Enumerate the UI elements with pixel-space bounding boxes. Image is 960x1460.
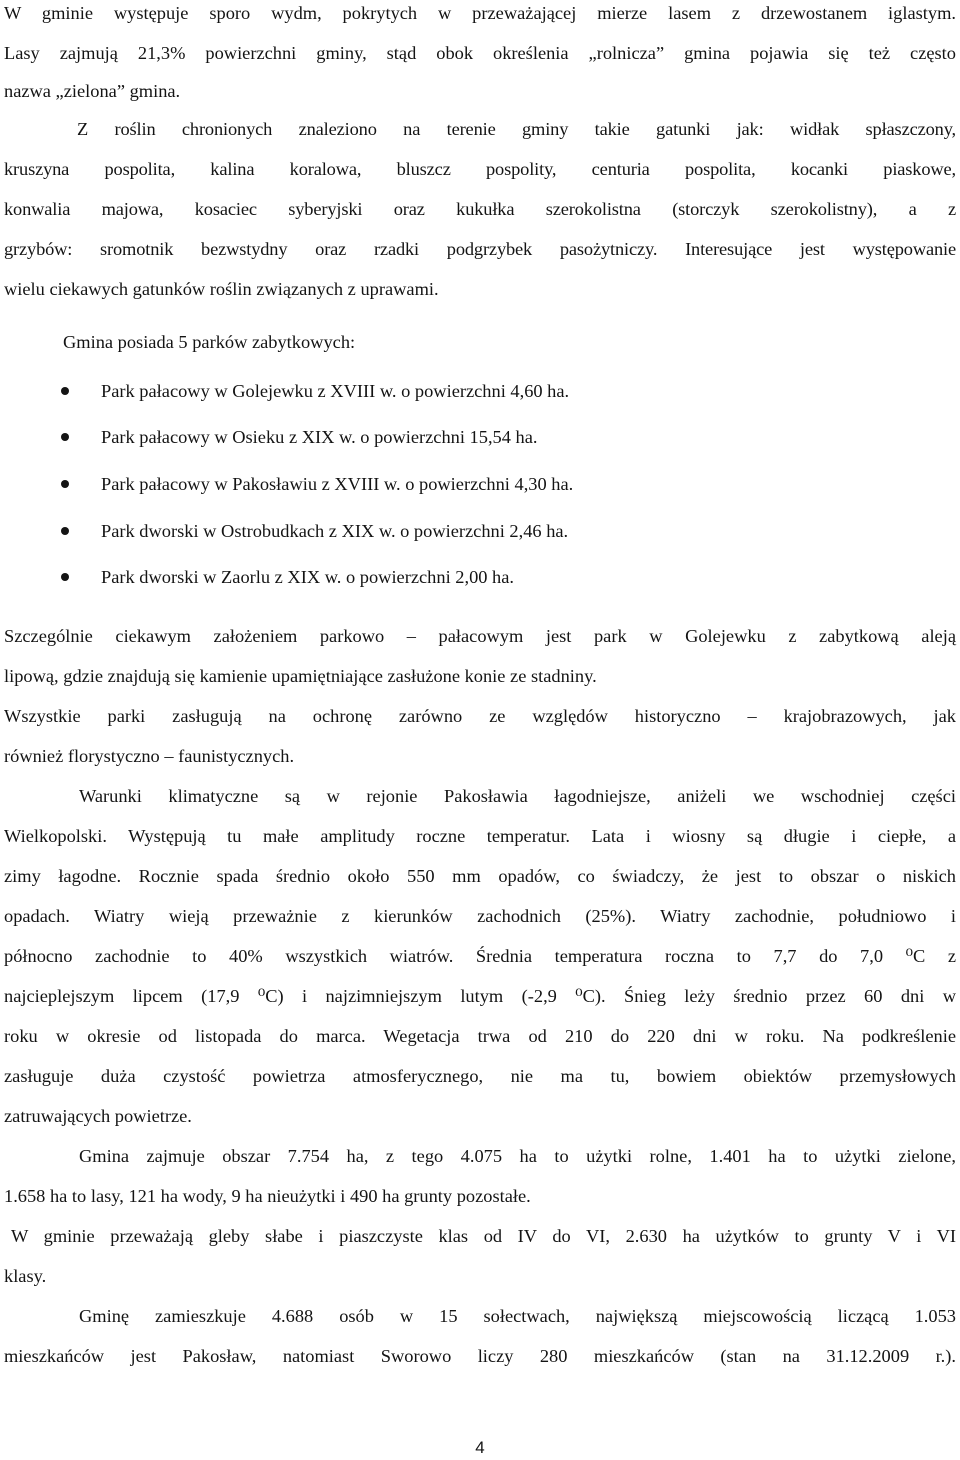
text-line: klasy. bbox=[4, 1266, 47, 1286]
text-line: Szczególnie ciekawym założeniem parkowo – pałacowym jest park w Golejewku z zabytkową aleją bbox=[4, 626, 956, 646]
text-line: roku w okresie od listopada do marca. Wegetacja trwa od 210 do 220 dni w roku. Na podkreślenie bbox=[4, 1026, 956, 1046]
text-line: Gmina posiada 5 parków zabytkowych: bbox=[63, 332, 356, 352]
text-line: najcieplejszym lipcem (17,9 ⁰C) i najzimniejszym lutym (-2,9 ⁰C). Śnieg leży średnio przez 60 dni w bbox=[4, 986, 956, 1006]
text-line: grzybów: sromotnik bezwstydny oraz rzadki podgrzybek pasożytniczy. Interesujące jest występowanie bbox=[4, 239, 956, 259]
text-line: Wielkopolski. Występują tu małe amplitudy roczne temperatur. Lata i wiosny są długie i ciepłe, a bbox=[4, 826, 956, 846]
bullet-icon bbox=[61, 480, 69, 488]
page-number: 4 bbox=[475, 1438, 485, 1457]
text-line: W gminie przeważają gleby słabe i piaszczyste klas od IV do VI, 2.630 ha użytków to grunty V i VI bbox=[11, 1226, 956, 1246]
park-list-item: Park dworski w Ostrobudkach z XIX w. o powierzchni 2,46 ha. bbox=[101, 521, 569, 541]
text-line: Gminę zamieszkuje 4.688 osób w 15 sołectwach, największą miejscowością liczącą 1.053 bbox=[79, 1306, 956, 1326]
bullet-icon bbox=[61, 527, 69, 535]
park-list-item: Park pałacowy w Golejewku z XVIII w. o powierzchni 4,60 ha. bbox=[101, 381, 570, 401]
text-line: wielu ciekawych gatunków roślin związanych z uprawami. bbox=[4, 279, 439, 299]
text-line: zimy łagodne. Rocznie spada średnio około 550 mm opadów, co świadczy, że jest to obszar o niskich bbox=[4, 866, 956, 886]
text-line: północno zachodnie to 40% wszystkich wiatrów. Średnia temperatura roczna to 7,7 do 7,0 ⁰C z bbox=[4, 946, 956, 966]
text-line: nazwa „zielona” gmina. bbox=[4, 81, 181, 101]
text-line: zasługuje duża czystość powietrza atmosferycznego, nie ma tu, bowiem obiektów przemysłowych bbox=[4, 1066, 956, 1086]
park-list-item: Park pałacowy w Osieku z XIX w. o powierzchni 15,54 ha. bbox=[101, 427, 538, 447]
text-line: Lasy zajmują 21,3% powierzchni gminy, stąd obok określenia „rolnicza” gmina pojawia się też często bbox=[4, 43, 956, 63]
text-line: zatruwających powietrze. bbox=[4, 1106, 192, 1126]
text-line: Wszystkie parki zasługują na ochronę zarówno ze względów historyczno – krajobrazowych, jak bbox=[4, 706, 956, 726]
text-line: lipową, gdzie znajdują się kamienie upamiętniające zasłużone konie ze stadniny. bbox=[4, 666, 597, 686]
park-list-item: Park dworski w Zaorlu z XIX w. o powierzchni 2,00 ha. bbox=[101, 567, 515, 587]
text-line: również florystyczno – faunistycznych. bbox=[4, 746, 295, 766]
text-line: konwalia majowa, kosaciec syberyjski oraz kukułka szerokolistna (storczyk szerokolistny), a z bbox=[4, 199, 956, 219]
text-line: Warunki klimatyczne są w rejonie Pakosławia łagodniejsze, aniżeli we wschodniej części bbox=[79, 786, 956, 806]
text-line: Gmina zajmuje obszar 7.754 ha, z tego 4.075 ha to użytki rolne, 1.401 ha to użytki zielone, bbox=[79, 1146, 956, 1166]
document-page bbox=[4, 0, 956, 1460]
text-line: opadach. Wiatry wieją przeważnie z kierunków zachodnich (25%). Wiatry zachodnie, południowo i bbox=[4, 906, 956, 926]
text-line: mieszkańców jest Pakosław, natomiast Sworowo liczy 280 mieszkańców (stan na 31.12.2009 r.). bbox=[4, 1346, 956, 1366]
text-line: Z roślin chronionych znaleziono na terenie gminy takie gatunki jak: widłak spłaszczony, bbox=[77, 119, 956, 139]
text-line: 1.658 ha to lasy, 121 ha wody, 9 ha nieużytki i 490 ha grunty pozostałe. bbox=[4, 1186, 531, 1206]
text-line: kruszyna pospolita, kalina koralowa, bluszcz pospolity, centuria pospolita, kocanki piaskowe, bbox=[4, 159, 956, 179]
bullet-icon bbox=[61, 573, 69, 581]
text-line: W gminie występuje sporo wydm, pokrytych w przeważającej mierze lasem z drzewostanem iglastym. bbox=[4, 3, 956, 23]
bullet-icon bbox=[61, 387, 69, 395]
bullet-icon bbox=[61, 433, 69, 441]
park-list-item: Park pałacowy w Pakosławiu z XVIII w. o powierzchni 4,30 ha. bbox=[101, 474, 574, 494]
